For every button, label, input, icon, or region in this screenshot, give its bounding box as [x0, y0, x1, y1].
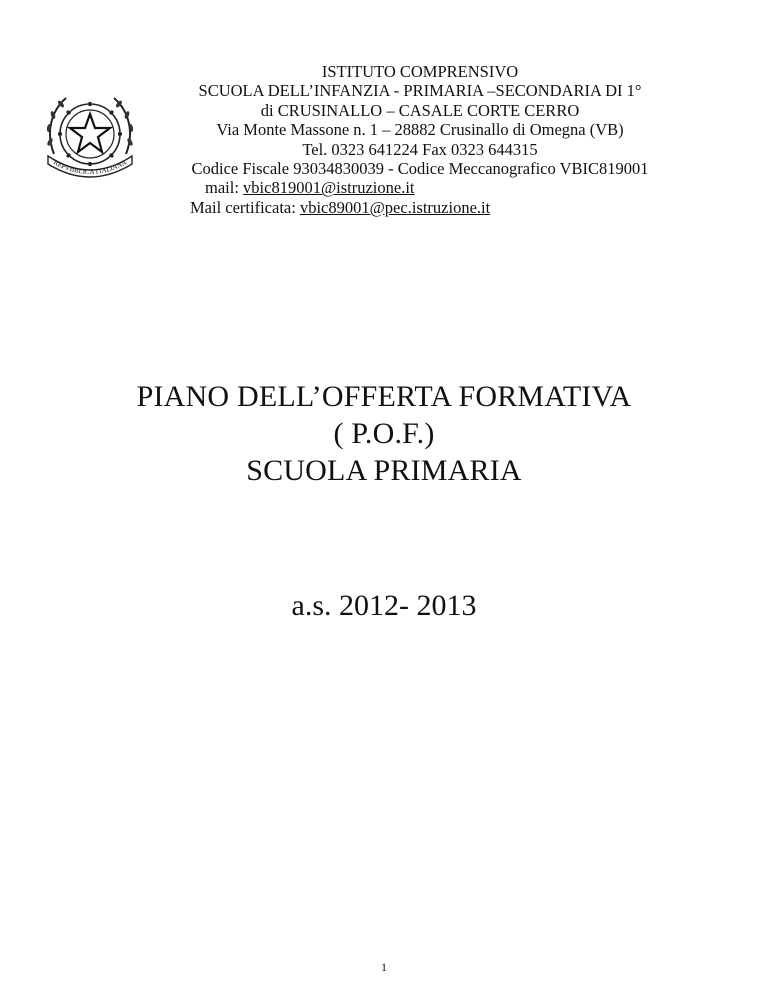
page-number: 1: [381, 960, 387, 974]
school-header: [160, 62, 680, 217]
mail-link[interactable]: vbic819001@istruzione.it: [243, 178, 415, 198]
header-pec: [160, 198, 680, 217]
italian-republic-emblem-icon: [36, 84, 144, 188]
header-location: di CRUSINALLO – CASALE CORTE CERRO: [260, 100, 580, 120]
header-phone-fax: Tel. 0323 641224 Fax 0323 644315: [302, 139, 538, 159]
title-line-2: ( P.O.F.): [333, 417, 435, 450]
mail-label: mail:: [205, 178, 244, 198]
header-school-levels: SCUOLA DELL’INFANZIA - PRIMARIA –SECONDARIA DI 1°: [198, 81, 642, 101]
svg-text:REPVBBLICA ITALIANA: REPVBBLICA ITALIANA: [52, 158, 128, 177]
school-year: a.s. 2012- 2013: [291, 589, 477, 622]
header-mail: [160, 178, 680, 197]
pec-link[interactable]: vbic89001@pec.istruzione.it: [299, 197, 491, 217]
document-title: [0, 378, 768, 489]
header-address: Via Monte Massone n. 1 – 28882 Crusinallo di Omegna (VB): [216, 120, 624, 140]
title-line-1: PIANO DELL’OFFERTA FORMATIVA: [136, 380, 632, 413]
title-line-3: SCUOLA PRIMARIA: [246, 454, 522, 487]
header-fiscal-codes: Codice Fiscale 93034830039 - Codice Meccanografico VBIC819001: [191, 159, 649, 179]
pec-label: Mail certificata:: [190, 197, 300, 217]
header-institute: ISTITUTO COMPRENSIVO: [321, 62, 519, 81]
